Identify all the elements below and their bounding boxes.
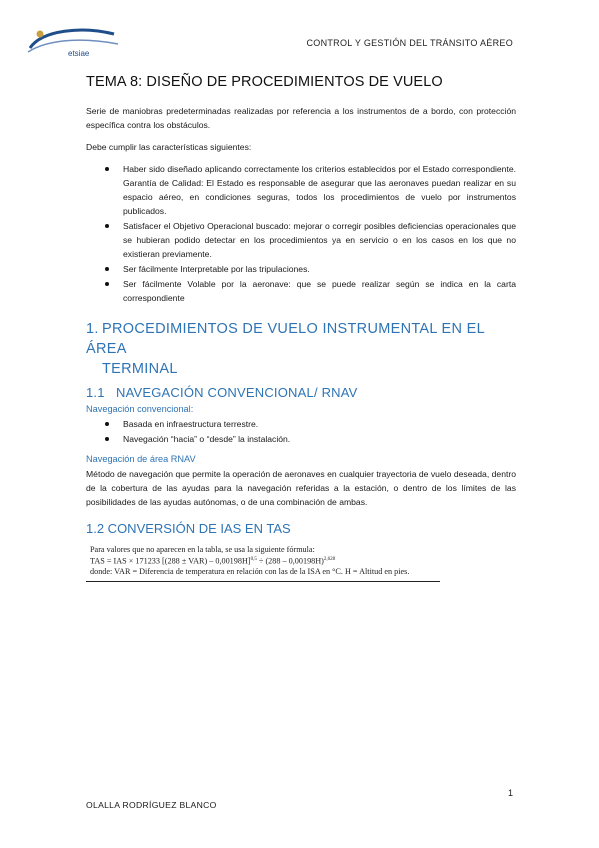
bullet-icon — [105, 437, 109, 441]
intro-paragraph: Serie de maniobras predeterminadas realizadas por referencia a los instrumentos de a bordo, con protección específica contra los obstáculos. — [86, 106, 516, 130]
document-title: TEMA 8: DISEÑO DE PROCEDIMIENTOS DE VUELO — [86, 74, 443, 90]
list-item — [86, 162, 516, 218]
list-item — [86, 277, 516, 305]
bullet-icon — [105, 282, 109, 286]
formula-image — [86, 542, 440, 582]
list-item-text: Ser fácilmente Interpretable por las tripulaciones. — [123, 264, 310, 274]
section-number: 1.1 — [86, 385, 105, 400]
list-item-text: Satisfacer el Objetivo Operacional buscado: mejorar o corregir posibles deficiencias operacionales que se hubieran podido detectar en los procedimientos ya en servicio o en los casos en los que no existieran previamente. — [123, 221, 516, 259]
section-1-heading — [86, 319, 516, 379]
rnav-paragraph: Método de navegación que permite la operación de aeronaves en cualquier trayectoria de vuelo deseada, dentro de la cobertura de las ayudas para la navegación referidas a la estación, o dentro de los límites de las posibilidades de las ayudas autónomas, o de una combinación de ambas. — [86, 469, 516, 507]
formula-line-3: donde: VAR = Diferencia de temperatura en relación con las de la ISA en °C. H = Altitud en pies. — [90, 566, 410, 576]
section-number: 1. — [86, 321, 99, 337]
list-item-text: Basada en infraestructura terrestre. — [123, 419, 259, 429]
formula-exponent-1: 0,5 — [250, 557, 257, 562]
list-item-text: Ser fácilmente Volable por la aeronave: que se puede realizar según se indica en la carta correspondiente — [123, 279, 516, 303]
requirements-lead: Debe cumplir las características siguientes: — [86, 142, 252, 152]
list-item-text: Haber sido diseñado aplicando correctamente los criterios establecidos por el Estado correspondiente. Garantía de Calidad: El Estado es responsable de asegurar que las aeronaves puedan realizar en su espacio aéreo, en condiciones seguras, todos los procedimientos de vuelo por instrumentos publicados. — [123, 164, 516, 216]
formula-exponent-2: 2,628 — [323, 557, 336, 562]
logo-text: etsiae — [68, 49, 90, 58]
list-item — [86, 219, 516, 261]
section-title-line1: PROCEDIMIENTOS DE VUELO INSTRUMENTAL EN EL ÁREA — [86, 321, 485, 357]
formula-main: TAS = IAS × 171233 [(288 ± VAR) – 0,00198H] — [90, 556, 251, 566]
section-title-line2: TERMINAL — [102, 361, 178, 377]
etsiae-logo — [22, 22, 132, 64]
bullet-icon — [105, 267, 109, 271]
rnav-heading: Navegación de área RNAV — [86, 454, 196, 464]
bullet-icon — [105, 224, 109, 228]
header-title: CONTROL Y GESTIÓN DEL TRÁNSITO AÉREO — [306, 38, 513, 48]
list-item — [86, 417, 516, 431]
page-number: 1 — [507, 788, 513, 798]
formula-line-1: Para valores que no aparecen en la tabla, se usa la siguiente fórmula: — [90, 545, 315, 554]
section-title: NAVEGACIÓN CONVENCIONAL/ RNAV — [116, 385, 358, 400]
requirements-list — [86, 162, 516, 305]
bullet-icon — [105, 422, 109, 426]
page-content — [86, 70, 516, 582]
formula-mid: ÷ (288 – 0,00198H) — [256, 556, 324, 566]
formula-line-2 — [90, 555, 438, 567]
section-1-2-heading: 1.2 CONVERSIÓN DE IAS EN TAS — [86, 521, 291, 536]
bullet-icon — [105, 167, 109, 171]
conventional-heading: Navegación convencional: — [86, 404, 194, 414]
list-item — [86, 432, 516, 446]
footer-author: OLALLA RODRÍGUEZ BLANCO — [86, 800, 217, 810]
section-1-1-heading — [86, 385, 516, 400]
conventional-list — [86, 417, 516, 446]
list-item-text: Navegación “hacia” o “desde” la instalación. — [123, 434, 291, 444]
list-item — [86, 262, 516, 276]
